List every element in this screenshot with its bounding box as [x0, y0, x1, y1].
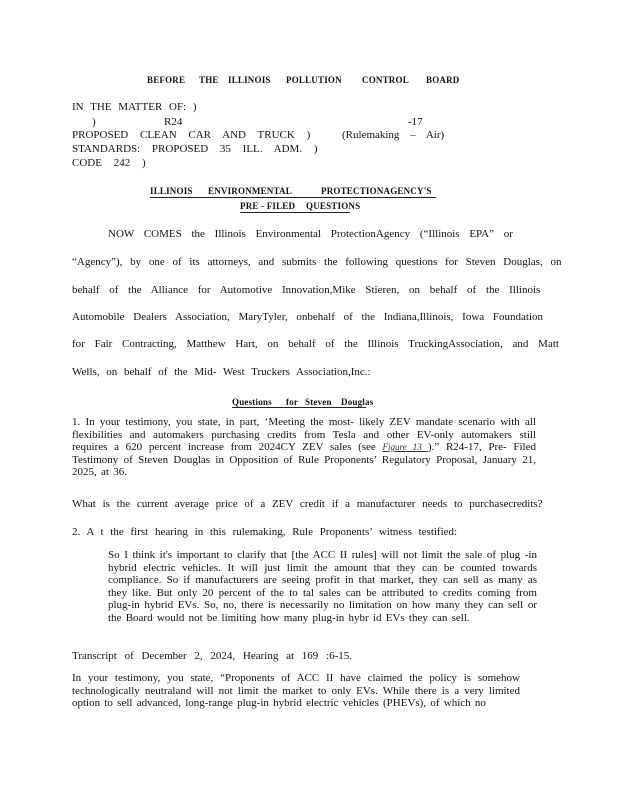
- intro-line-3: behalf of the Alliance for Automotive Innovation,Mike Stieren, on behalf of the Illinois: [72, 284, 541, 296]
- question-2-cite: Transcript of December 2, 2024, Hearing at 169 :6-15.: [72, 650, 353, 662]
- caption-line-proposed: PROPOSED CLEAN CAR AND TRUCK ): [72, 129, 311, 141]
- title-underline: [150, 197, 436, 198]
- subtitle-questions: QUESTIONS: [306, 201, 361, 211]
- header-word-illinois: ILLINOIS: [228, 75, 271, 85]
- caption-docket-17: -17: [408, 116, 423, 128]
- intro-line-1: NOW COMES the Illinois Environmental ProtectionAgency (“Illinois EPA” or: [108, 228, 513, 240]
- header-word-before: BEFORE: [147, 75, 186, 85]
- questions-heading-word-3: Steven: [305, 397, 332, 407]
- caption-paren: ): [92, 116, 96, 128]
- question-3: In your testimony, you state, “Proponents of ACC II have claimed the policy is somehow technologically neutraland will not limit the market to only EVs. While there is a very limited option to sell advanced, long-range plug-in hybrid electric vehicles (PHEVs), of which no: [72, 672, 520, 709]
- title-word-illinois: ILLINOIS: [150, 186, 193, 196]
- header-word-pollution: POLLUTION: [286, 75, 342, 85]
- question-2-lead: 2. A t the first hearing in this rulemaking, Rule Proponents’ witness testified:: [72, 526, 458, 538]
- intro-line-4: Automobile Dealers Association, MaryTyler, onbehalf of the Indiana,Illinois, Iowa Foundation: [72, 311, 544, 323]
- subtitle-pre-filed: PRE - FILED: [240, 201, 296, 211]
- caption-rulemaking: (Rulemaking – Air): [342, 129, 445, 141]
- caption-line-code: CODE 242 ): [72, 157, 146, 169]
- caption-docket-r24: R24: [164, 116, 183, 128]
- question-1-followup: What is the current average price of a ZEV credit if a manufacturer needs to purchasecredits?: [72, 498, 543, 510]
- title-word-environmental: ENVIRONMENTAL: [208, 186, 292, 196]
- intro-line-2: “Agency”), by one of its attorneys, and submits the following questions for Steven Douglas, on: [72, 256, 562, 268]
- questions-heading-word-1: Questions: [232, 397, 272, 407]
- questions-heading-underline: [232, 407, 366, 408]
- caption-line-matter: IN THE MATTER OF: ): [72, 101, 197, 113]
- questions-heading-word-2: for: [286, 397, 299, 407]
- question-1: [72, 416, 536, 479]
- caption-line-standards: STANDARDS: PROPOSED 35 ILL. ADM. ): [72, 143, 318, 155]
- questions-heading-word-4: Douglas: [341, 397, 374, 407]
- title-word-protection-agency: PROTECTIONAGENCY'S: [321, 186, 432, 196]
- header-word-control: CONTROL: [362, 75, 409, 85]
- header-word-the: THE: [199, 75, 219, 85]
- intro-line-5: for Fair Contracting, Matthew Hart, on behalf of the Illinois TruckingAssociation, and Matt: [72, 338, 559, 350]
- figure-13-link[interactable]: Figure 13: [382, 442, 428, 452]
- subtitle-underline: [240, 212, 350, 213]
- question-1-text-end: ).” R24-17, Pre- Filed Testimony of Steven Douglas in Opposition of Rule Proponents’ Regulatory Proposal, January 21, 2025, at 36.: [72, 441, 536, 478]
- intro-line-6: Wells, on behalf of the Mid- West Truckers Association,Inc.:: [72, 366, 371, 378]
- question-2-quote: So I think it's important to clarify that [the ACC II rules] will not limit the sale of plug -in hybrid electric vehicles. It will just limit the amount that they can be counted towards compliance. So if manufacturers are seeing profit in that market, they can sell as many as they like. But only 20 percent of the to tal sales can be attributed to credits coming from plug-in hybrid EVs. So, no, there is necessarily no limitation on how many they can sell or the Board would not be limiting how many plug-in hybr id EVs they can sell.: [108, 549, 537, 624]
- header-word-board: BOARD: [426, 75, 460, 85]
- question-1-text: 1. In your testimony, you state, in part, ‘Meeting the most- likely ZEV mandate scenario with all flexibilities and automakers purchasing credits from Tesla and other EV-only automakers still requires a 620 percent increase from 2024CY ZEV sales (see: [72, 416, 536, 453]
